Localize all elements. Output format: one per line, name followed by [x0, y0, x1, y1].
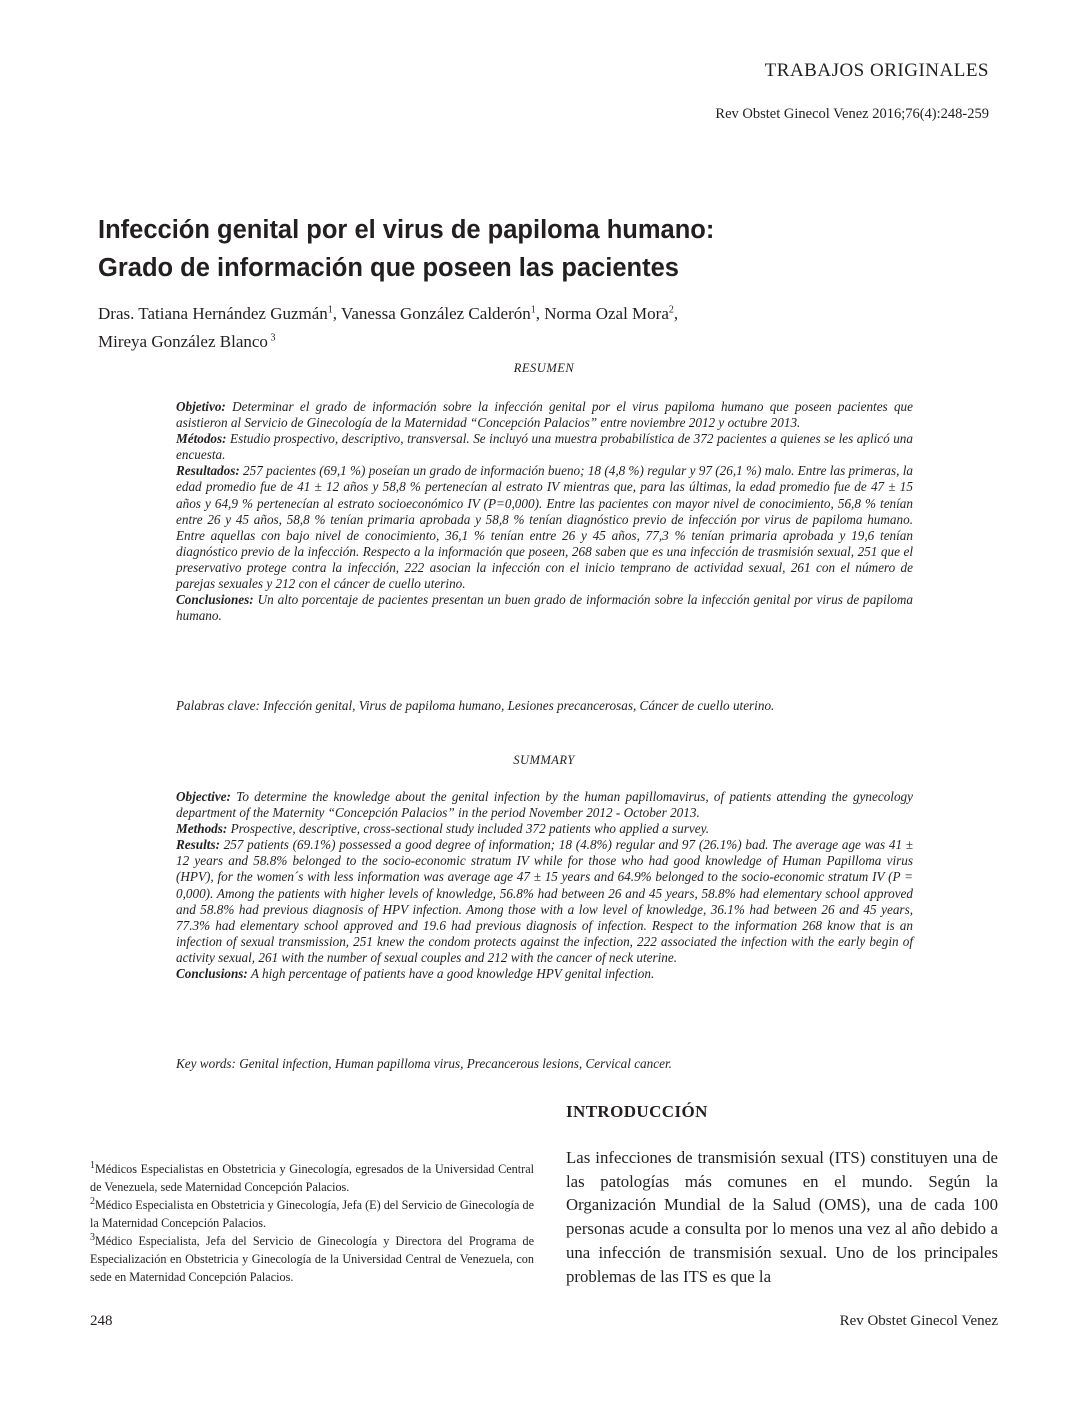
author-line-1 [98, 300, 998, 328]
author-separator: , [673, 304, 679, 323]
summary-conclusions: Conclusions: A high percentage of patients have a good knowledge HPV genital infection. [176, 966, 655, 982]
title-line-1: Infección genital por el virus de papiloma humano: [98, 216, 715, 244]
resultados-label: Resultados: [176, 463, 240, 479]
title-line-2: Grado de información que poseen las pacientes [98, 254, 679, 282]
conclusions-label: Conclusions: [176, 966, 248, 982]
conclusiones-label: Conclusiones: [176, 592, 254, 608]
footnotes [90, 1160, 534, 1286]
results-label: Results: [176, 837, 220, 853]
footnote-3: $^3$Médico Especialista, Jefa del Servicio de Ginecología y Directora del Programa de Especialización en Obstetricia y Ginecología de la Universidad Central de Venezuela, con sede en Maternidad Concepción Palacios. [90, 1231, 534, 1284]
author-name: , Norma Ozal Mora [535, 304, 669, 323]
affiliation-mark: 1 [530, 304, 536, 316]
key-words: Key words: Genital infection, Human papilloma virus, Precancerous lesions, Cervical cancer. [176, 1056, 672, 1071]
summary-results: Results: 257 patients (69.1%) possessed a good degree of information; 18 (4.8%) regular and 97 (26.1%) bad. The average age was 41 ± 12 years and 58.8% belonged to the socio-economic stratum IV while for those who had good knowledge of Human Papilloma virus (HPV), for the women´s with less information was average age 47 ± 15 years and 64.9% belonged to the socio-economic stratum IV (P = 0,000). Among the patients with higher levels of knowledge, 56.8% had between 26 and 45 years, 58.8% had elementary school approved and 58.8% had previous diagnosis of HPV infection. Among those with a low level of knowledge, 36.1% had between 26 and 45 years, 77.3% had elementary school approved and 19.6 had previous diagnosis of infection. Respect to the information 268 know that is an infection of sexual transmission, 251 knew the condom protects against the infection, 222 associated the infection with the early begin of activity sexual, 261 with the number of sexual couples and 212 with the cancer of neck uterine. [176, 837, 913, 965]
author-list [98, 300, 998, 356]
metodos-label: Métodos: [176, 431, 227, 447]
resumen-heading: RESUMEN [513, 361, 575, 375]
introduccion-body: Las infecciones de transmisión sexual (ITS) constituyen una de las patologías más comunes en el mundo. Según la Organización Mundial de la Salud (OMS), una de cada 100 personas acude a consulta por lo menos una vez al año debido a una infección de transmisión sexual. Uno de los principales problemas de las ITS es que la [566, 1148, 998, 1286]
objective-label: Objective: [176, 789, 231, 804]
journal-footer: Rev Obstet Ginecol Venez [839, 1313, 998, 1329]
footnote-1: $^1$Médicos Especialistas en Obstetricia y Ginecología, egresados de la Universidad Central de Venezuela, sede Maternidad Concepción Palacios. [90, 1159, 534, 1194]
affiliation-mark: 2 [668, 304, 674, 316]
resumen-conclusiones: Conclusiones: Un alto porcentaje de pacientes presentan un buen grado de información sobre la infección genital por virus de papiloma humano. [176, 592, 913, 624]
resumen-metodos: Métodos: Estudio prospectivo, descriptivo, transversal. Se incluyó una muestra probabilística de 372 pacientes a quienes se les aplicó una encuesta. [176, 431, 913, 463]
section-label: TRABAJOS ORIGINALES [764, 60, 989, 81]
page-number: 248 [90, 1313, 113, 1329]
introduccion-heading: INTRODUCCIÓN [566, 1102, 708, 1121]
affiliation-mark: 3 [267, 332, 276, 344]
journal-citation: Rev Obstet Ginecol Venez 2016;76(4):248-259 [715, 106, 989, 122]
resumen-resultados: Resultados: 257 pacientes (69,1 %) poseían un grado de información bueno; 18 (4,8 %) regular y 97 (26,1 %) malo. Entre las primeras, la edad promedio fue de 41 ± 12 años y 58,8 % pertenecían al estrato IV mientras que, para las últimas, la edad promedio fue de 47 ± 15 años y 64,9 % pertenecían al estrato socioeconómico IV (P=0,000). Entre las pacientes con mayor nivel de conocimiento, 56,8 % tenían entre 26 y 45 años, 58,8 % tenían primaria aprobada y 58,8 % tenían diagnóstico previo de infección por virus de papiloma humano. Entre aquellas con bajo nivel de conocimiento, 36,1 % tenían entre 26 y 45 años, 77,3 % tenían primaria aprobada y 19,6 tenían diagnóstico previo de la infección. Respecto a la información que poseen, 268 saben que es una infección de trasmisión sexual, 251 que el preservativo protege contra la infección, 222 asocian la infección con el inicio temprano de actividad sexual, 261 con el número de parejas sexuales y 212 con el cáncer de cuello uterino. [176, 463, 913, 592]
footnote-2: $^2$Médico Especialista en Obstetricia y Ginecología, Jefa (E) del Servicio de Ginecología de la Maternidad Concepción Palacios. [90, 1195, 534, 1230]
author-name: Mireya González Blanco [98, 332, 268, 351]
summary-methods: Methods: Prospective, descriptive, cross-sectional study included 372 patients who applied a survey. [176, 821, 710, 837]
methods-label: Methods: [176, 821, 228, 837]
affiliation-mark: 1 [327, 304, 333, 316]
resumen-body [176, 399, 913, 624]
author-line-2 [98, 328, 998, 356]
palabras-clave: Palabras clave: Infección genital, Virus de papiloma humano, Lesiones precancerosas, Cáncer de cuello uterino. [176, 698, 775, 713]
objetivo-label: Objetivo: [176, 399, 226, 414]
summary-heading: SUMMARY [513, 753, 575, 767]
author-name: Dras. Tatiana Hernández Guzmán [98, 304, 328, 323]
article-title [98, 211, 998, 287]
summary-body [176, 789, 913, 982]
summary-objective: Objective: To determine the knowledge about the genital infection by the human papillomavirus, of patients attending the gynecology department of the Maternity “Concepción Palacios” in the period November 2012 - October 2013. [176, 789, 913, 821]
author-name: , Vanessa González Calderón [332, 304, 531, 323]
resumen-objetivo: Objetivo: Determinar el grado de información sobre la infección genital por el virus papiloma humano que poseen pacientes que asistieron al Servicio de Ginecología de la Maternidad “Concepción Palacios” entre noviembre 2012 y octubre 2013. [176, 399, 913, 431]
